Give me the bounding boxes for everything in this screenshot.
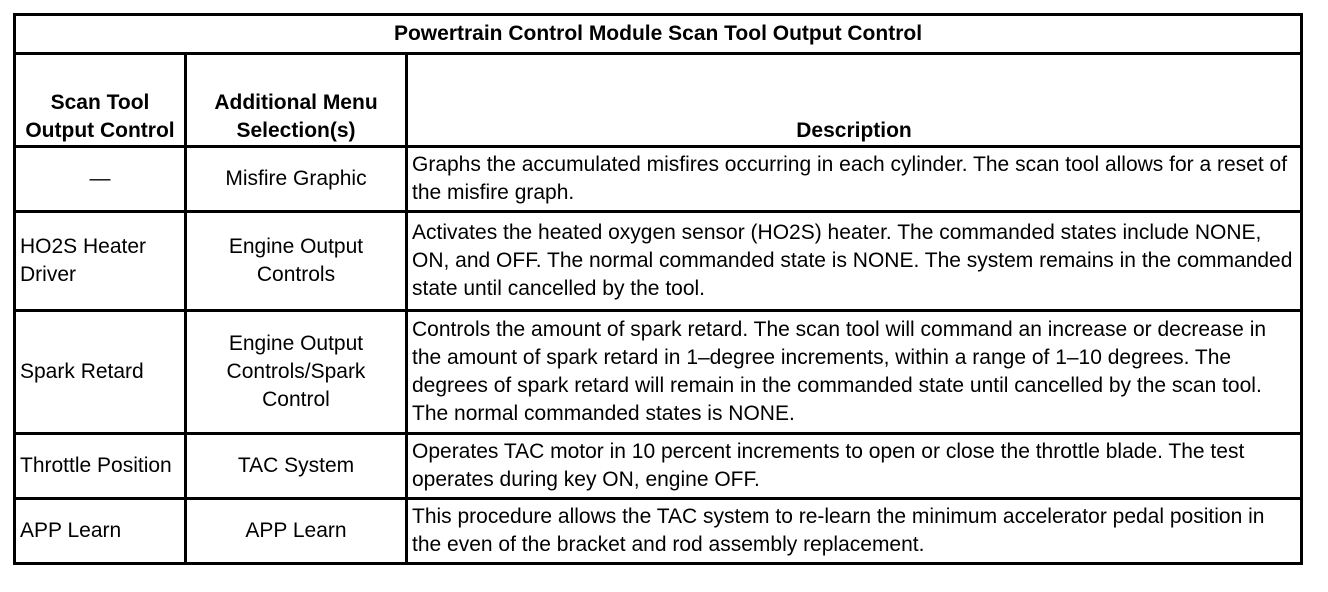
menu-selection-cell: APP Learn — [186, 499, 407, 564]
header-description: Description — [407, 54, 1302, 147]
output-control-cell: Throttle Position — [15, 434, 186, 499]
description-cell: Activates the heated oxygen sensor (HO2S) heater. The commanded states include NONE, ON, and OFF. The normal commanded state is NONE. The system remains in the commanded state until cancelled by the tool. — [407, 212, 1302, 311]
header-additional-menu-selections: Additional Menu Selection(s) — [186, 54, 407, 147]
header-scan-tool-output-control: Scan Tool Output Control — [15, 54, 186, 147]
table-row — [15, 434, 1302, 499]
output-control-cell: APP Learn — [15, 499, 186, 564]
menu-selection-cell: Engine Output Controls/Spark Control — [186, 311, 407, 434]
table-row — [15, 212, 1302, 311]
menu-selection-cell: Misfire Graphic — [186, 147, 407, 212]
menu-selection-cell: TAC System — [186, 434, 407, 499]
output-control-cell: HO2S Heater Driver — [15, 212, 186, 311]
description-cell: Graphs the accumulated misfires occurring in each cylinder. The scan tool allows for a reset of the misfire graph. — [407, 147, 1302, 212]
table-row — [15, 499, 1302, 564]
table-header-row — [15, 54, 1302, 147]
description-cell: Controls the amount of spark retard. The scan tool will command an increase or decrease in the amount of spark retard in 1–degree increments, within a range of 1–10 degrees. The degrees of spark retard will remain in the commanded state until cancelled by the scan tool. The normal commanded states is NONE. — [407, 311, 1302, 434]
description-cell: Operates TAC motor in 10 percent increments to open or close the throttle blade. The test operates during key ON, engine OFF. — [407, 434, 1302, 499]
output-control-cell: Spark Retard — [15, 311, 186, 434]
table-title: Powertrain Control Module Scan Tool Output Control — [15, 15, 1302, 54]
table-row — [15, 147, 1302, 212]
description-cell: This procedure allows the TAC system to re-learn the minimum accelerator pedal position in the even of the bracket and rod assembly replacement. — [407, 499, 1302, 564]
menu-selection-cell: Engine Output Controls — [186, 212, 407, 311]
scan-tool-output-control-table — [13, 13, 1303, 565]
table-row — [15, 311, 1302, 434]
output-control-cell: — — [15, 147, 186, 212]
table-title-row — [15, 15, 1302, 54]
